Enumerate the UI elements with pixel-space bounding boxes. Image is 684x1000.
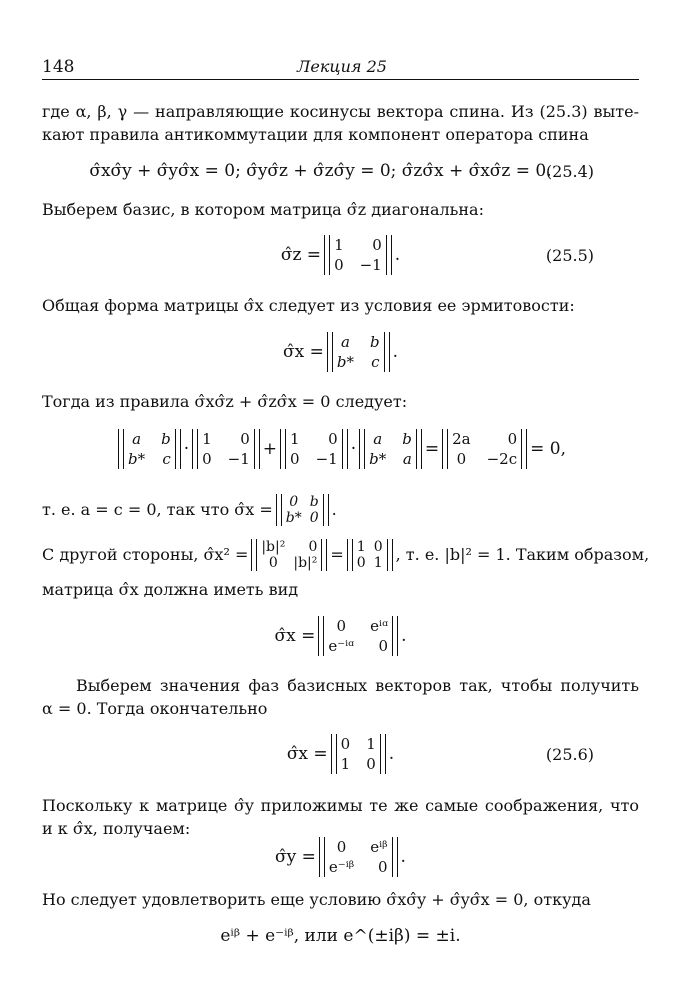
matrix-cell: a bbox=[132, 430, 142, 448]
sigma-y-matrix bbox=[319, 837, 398, 877]
paragraph-4: Тогда из правила σ̂xσ̂z + σ̂zσ̂x = 0 следует: bbox=[42, 392, 408, 411]
equation-25-5: σ̂z = 1 0 0 −1 . (25.5) bbox=[280, 236, 594, 274]
matrix-cell: 0 bbox=[507, 430, 518, 448]
equation-25-4-number: (25.4) bbox=[545, 161, 594, 181]
sigma-x-final-matrix bbox=[331, 734, 386, 774]
paragraph-6-part-1: С другой стороны, σ̂x² = bbox=[42, 545, 249, 564]
matrix-cell: −2c bbox=[486, 450, 518, 468]
matrix-cell: 0 bbox=[268, 555, 278, 571]
matrix-cell: 0 bbox=[308, 539, 318, 555]
matrix-m1 bbox=[118, 429, 181, 469]
matrix-cell: b* bbox=[369, 450, 387, 468]
matrix-cell: 0 bbox=[378, 637, 389, 655]
matrix-cell: 0 bbox=[240, 430, 250, 448]
equation-phase-lhs: σ̂x = bbox=[274, 626, 316, 646]
matrix-cell: eⁱᵅ bbox=[370, 617, 389, 635]
matrix-cell: −1 bbox=[315, 450, 338, 468]
matrix-cell: 1 bbox=[356, 539, 366, 555]
matrix-cell: b* bbox=[336, 353, 354, 371]
matrix-cell: a bbox=[402, 450, 412, 468]
page-number: 148 bbox=[42, 57, 75, 77]
equation-25-4 bbox=[42, 143, 639, 199]
matrix-m4 bbox=[359, 429, 422, 469]
matrix-cell: 0 bbox=[456, 450, 467, 468]
matrix-cell: 0 bbox=[202, 450, 212, 468]
matrix-cell: b bbox=[309, 494, 319, 510]
matrix-cell: c bbox=[162, 450, 171, 468]
paragraph-6: С другой стороны, σ̂x² = |b|² 0 0 |b|² = 1 0 0 1 , т. е. |b|² = 1. Таким образом, bbox=[42, 539, 650, 571]
equation-sigma-y-lhs: σ̂y = bbox=[275, 847, 316, 867]
sigma-z-matrix bbox=[324, 235, 392, 275]
matrix-cell: 0 bbox=[340, 735, 351, 753]
matrix-m2 bbox=[192, 429, 260, 469]
matrix-cell: 0 bbox=[290, 450, 300, 468]
paragraph-7: матрица σ̂x должна иметь вид bbox=[42, 580, 299, 599]
matrix-m3 bbox=[280, 429, 348, 469]
equation-hermitian-lhs: σ̂x = bbox=[283, 342, 324, 362]
matrix-cell: 0 bbox=[366, 755, 376, 773]
matrix-cell: 0 bbox=[289, 494, 299, 510]
equation-25-6-lhs: σ̂x = bbox=[286, 744, 328, 764]
paragraph-9-line-1: Поскольку к матрице σ̂y приложимы те же самые соображения, что bbox=[42, 796, 639, 815]
matrix-cell: −1 bbox=[227, 450, 250, 468]
matrix-cell: 0 bbox=[336, 838, 347, 856]
matrix-cell: 1 bbox=[366, 735, 376, 753]
header-rule bbox=[42, 79, 639, 80]
matrix-cell: c bbox=[371, 353, 380, 371]
inline-identity-matrix bbox=[347, 539, 393, 571]
paragraph-5-text: т. е. a = c = 0, так что σ̂x = bbox=[42, 500, 273, 519]
matrix-cell: 2a bbox=[452, 430, 471, 448]
paragraph-6-part-2: , т. е. |b|² = 1. Таким образом, bbox=[395, 545, 650, 564]
equation-25-4-body: σ̂xσ̂y + σ̂yσ̂x = 0; σ̂yσ̂z + σ̂zσ̂y = 0; σ̂zσ̂x + σ̂xσ̂z = 0. bbox=[89, 161, 552, 181]
paragraph-1-line-1: где α, β, γ — направляющие косинусы вектора спина. Из (25.3) выте- bbox=[42, 102, 639, 121]
matrix-cell: 0 bbox=[372, 236, 382, 254]
matrix-cell: b bbox=[369, 333, 380, 351]
paragraph-1-line-2: кают правила антикоммутации для компонент оператора спина bbox=[42, 125, 589, 144]
equation-25-5-number: (25.5) bbox=[545, 245, 594, 265]
matrix-cell: 0 bbox=[356, 555, 366, 571]
matrix-cell: 0 bbox=[336, 617, 347, 635]
matrix-cell: 1 bbox=[290, 430, 300, 448]
matrix-cell: 0 bbox=[309, 510, 319, 526]
matrix-cell: |b|² bbox=[261, 539, 286, 555]
paragraph-9-line-2: и к σ̂x, получаем: bbox=[42, 819, 191, 838]
matrix-cell: 1 bbox=[340, 755, 351, 773]
equation-final bbox=[42, 908, 639, 964]
matrix-cell: 0 bbox=[328, 430, 338, 448]
equation-25-5-lhs: σ̂z = bbox=[280, 245, 322, 265]
matrix-cell: 1 bbox=[373, 555, 383, 571]
paragraph-5: т. е. a = c = 0, так что σ̂x = 0 b b* 0 . bbox=[42, 494, 337, 526]
matrix-cell: b bbox=[161, 430, 171, 448]
matrix-cell: 1 bbox=[334, 236, 344, 254]
matrix-cell: b bbox=[402, 430, 412, 448]
equation-final-body: eⁱᵝ + e⁻ⁱᵝ, или e^(±iβ) = ±i. bbox=[220, 926, 461, 946]
matrix-cell: −1 bbox=[359, 256, 382, 274]
running-title: Лекция 25 bbox=[297, 57, 387, 76]
equation-sigma-y: σ̂y = 0 eⁱᵝ e⁻ⁱᵝ 0 . bbox=[275, 838, 406, 876]
paragraph-3: Общая форма матрицы σ̂x следует из условия ее эрмитовости: bbox=[42, 296, 575, 315]
matrix-cell: e⁻ⁱᵅ bbox=[328, 637, 355, 655]
inline-sigma-x-matrix bbox=[276, 494, 329, 526]
sigma-x-general-matrix bbox=[327, 332, 390, 372]
matrix-cell: 0 bbox=[373, 539, 383, 555]
matrix-cell: b* bbox=[128, 450, 146, 468]
sigma-x-phase-matrix bbox=[318, 616, 398, 656]
paragraph-8-line-1: Выберем значения фаз базисных векторов так, чтобы получить bbox=[76, 676, 639, 695]
paragraph-8-line-2: α = 0. Тогда окончательно bbox=[42, 699, 268, 718]
inline-square-matrix bbox=[251, 539, 327, 571]
matrix-cell: 1 bbox=[202, 430, 212, 448]
matrix-cell: b* bbox=[285, 510, 302, 526]
equation-25-6-number: (25.6) bbox=[545, 744, 594, 764]
equation-product-rhs: = 0, bbox=[530, 439, 566, 459]
matrix-m5 bbox=[442, 429, 527, 469]
matrix-cell: a bbox=[373, 430, 383, 448]
matrix-cell: a bbox=[340, 333, 350, 351]
matrix-cell: 0 bbox=[334, 256, 344, 274]
equation-anticommutator-product: a b b* c · 1 0 0 −1 + 1 0 0 −1 · a b b* a = 2a 0 0 −2c = 0, bbox=[42, 421, 639, 477]
matrix-cell: |b|² bbox=[293, 555, 318, 571]
paragraph-2: Выберем базис, в котором матрица σ̂z диагональна: bbox=[42, 200, 484, 219]
matrix-cell: e⁻ⁱᵝ bbox=[328, 858, 355, 876]
equation-25-6: σ̂x = 0 1 1 0 . (25.6) bbox=[286, 735, 594, 773]
matrix-cell: eⁱᵝ bbox=[370, 838, 388, 856]
paragraph-10: Но следует удовлетворить еще условию σ̂xσ̂y + σ̂yσ̂x = 0, откуда bbox=[42, 890, 591, 909]
equation-phase-form: σ̂x = 0 eⁱᵅ e⁻ⁱᵅ 0 . bbox=[274, 617, 407, 655]
matrix-cell: 0 bbox=[378, 858, 388, 876]
equation-hermitian-form: σ̂x = a b b* c . bbox=[283, 333, 398, 371]
